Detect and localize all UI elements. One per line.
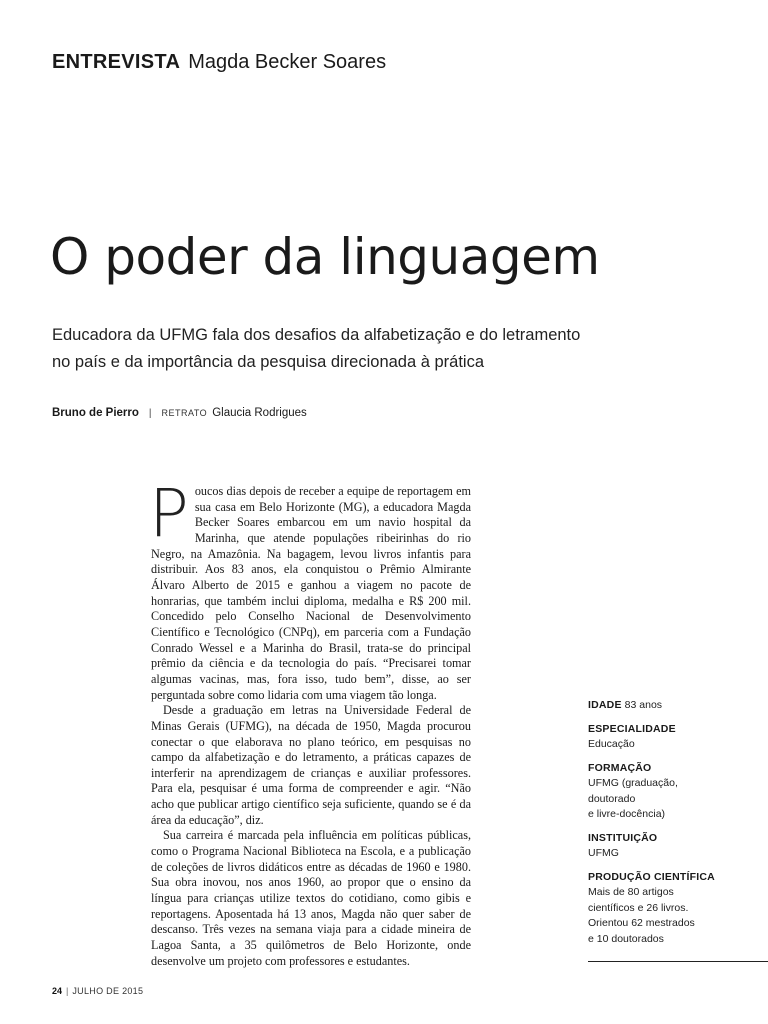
fact-value-line: e livre-docência) — [588, 808, 666, 820]
interviewee-name: Magda Becker Soares — [188, 51, 387, 73]
article-body — [149, 475, 471, 969]
fact-label: FORMAÇÃO — [588, 761, 652, 774]
fact-box — [588, 698, 768, 955]
page-footer — [52, 985, 143, 997]
fact-label: PRODUÇÃO CIENTÍFICA — [588, 870, 715, 883]
article-title: O poder da linguagem — [50, 228, 600, 286]
fact-value-line: e 10 doutorados — [588, 932, 664, 945]
section-label: ENTREVISTA — [52, 51, 181, 73]
section-header — [52, 48, 386, 76]
fact-value: 83 anos — [624, 699, 663, 711]
subtitle-line: Educadora da UFMG fala dos desafios da alfabetização e do letramento — [52, 326, 581, 344]
fact-value-line: científicos e 26 livros. — [588, 901, 689, 914]
page-number: 24 — [52, 986, 63, 996]
article-paragraph — [149, 475, 471, 703]
fact-value-line: doutorado — [588, 792, 636, 805]
fact-label: IDADE — [588, 699, 622, 711]
byline — [52, 405, 307, 422]
photo-credit-label: RETRATO — [161, 408, 208, 418]
author-name: Bruno de Pierro — [52, 407, 139, 419]
fact-value-line: Mais de 80 artigos — [588, 886, 674, 898]
fact-specialty — [588, 722, 768, 753]
fact-institution — [588, 831, 768, 862]
issue-date: JULHO DE 2015 — [72, 986, 144, 996]
fact-education — [588, 761, 768, 823]
paragraph-text: oucos dias depois de receber a equipe de reportagem em sua casa em Belo Horizonte (MG), a educadora Magda Becker Soares embarcou em um navio hospital da Marinha, que atende populações ribeirinhas do rio Negro, na Amazônia. Na bagagem, levou livros infantis para distribuir. Aos 83 anos, ela conquistou o Prêmio Almirante Álvaro Alberto de 2015 e ganhou a viagem no pacote de honrarias, que também inclui diploma, medalha e R$ 200 mil. Concedido pelo Conselho Nacional de Desenvolvimento Científico e Tecnológico (CNPq), em parceria com a Fundação Conrado Wessel e a Marinha do Brasil, trata-se do principal prêmio da ciência e da tecnologia do país. “Precisarei tomar algumas vacinas, mas, fora isso, tudo bem”, disse, ao ser perguntada sobre como lidaria com uma viagem tão longa. — [151, 484, 471, 702]
article-paragraph: Sua carreira é marcada pela influência em políticas públicas, como o Programa Nacional Biblioteca na Escola, e a publicação de coleções de livros didáticos entre as décadas de 1960 e 1980. Sua obra inovou, nos anos 1960, ao propor que o ensino da língua para crianças utilize textos do cotidiano, como gibis e reportagens. Aposentada há 13 anos, Magda não quer saber de descanso. Três vezes na semana viaja para a cidade mineira de Lagoa Santa, a 35 quilômetros de Belo Horizonte, onde desenvolve um projeto com professores e estudantes. — [151, 828, 471, 968]
fact-age — [588, 698, 768, 714]
article-paragraph: Desde a graduação em letras na Universidade Federal de Minas Gerais (UFMG), na década de 1950, Magda procurou conectar o que elaborava no plano teórico, em pesquisas no campo da alfabetização e do letramento, a práticas capazes de interferir na aprendizagem de crianças e auxiliar professores. Para ela, pesquisar é uma forma de compreender e agir. “Não acho que publicar artigo científico seja suficiente, quando se é da área da educação”, diz. — [151, 703, 471, 827]
fact-box-divider — [588, 961, 768, 962]
photographer-name: Glaucia Rodrigues — [212, 407, 307, 419]
fact-value: Educação — [588, 738, 635, 750]
fact-label: INSTITUIÇÃO — [588, 831, 658, 844]
fact-value: UFMG — [588, 847, 619, 859]
fact-value-line: UFMG (graduação, — [588, 777, 678, 789]
fact-production — [588, 870, 768, 948]
article-subtitle — [52, 322, 612, 376]
byline-separator: | — [148, 408, 152, 419]
subtitle-line: no país e da importância da pesquisa direcionada à prática — [52, 353, 485, 371]
footer-separator: | — [66, 986, 69, 996]
fact-value-line: Orientou 62 mestrados — [588, 917, 695, 929]
drop-cap: P — [149, 475, 189, 552]
fact-label: ESPECIALIDADE — [588, 722, 676, 735]
